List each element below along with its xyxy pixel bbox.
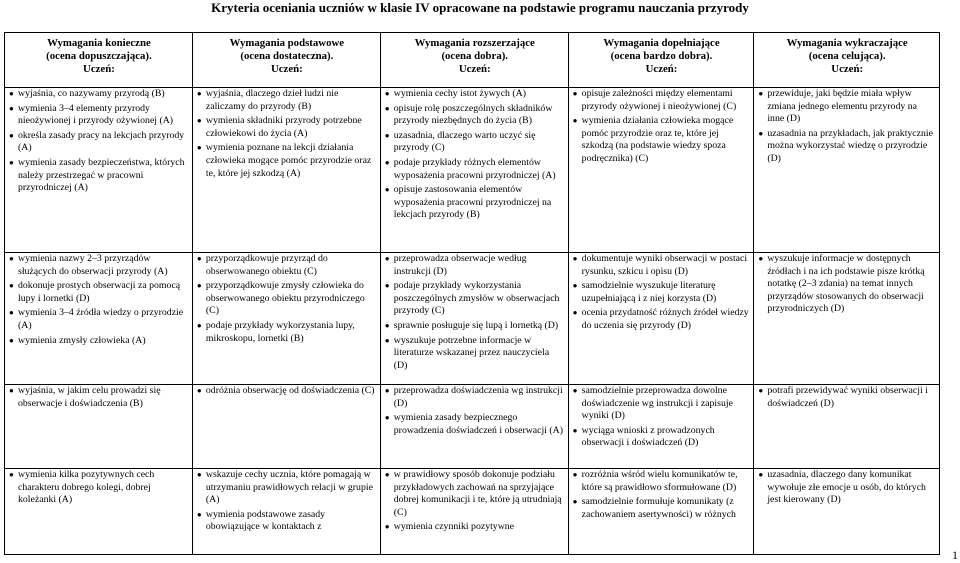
list-item: ● wymienia działania człowieka mogące pomóc przyrodzie oraz te, które jej szkodzą (na podstawie wiedzy spoza podręcznika) (C) (573, 115, 751, 165)
list-item: ● samodzielnie wyszukuje literaturę uzupełniającą i z niej korzysta (D) (573, 280, 751, 305)
criteria-list (758, 253, 936, 316)
criteria-cell (754, 385, 940, 469)
list-item: ● potrafi przewidywać wyniki obserwacji i doświadczeń (D) (758, 385, 936, 410)
criteria-cell (380, 469, 568, 555)
criteria-cell (192, 385, 380, 469)
list-item: ● wyszukuje potrzebne informacje w literaturze wskazanej przez nauczyciela (D) (385, 335, 565, 373)
page-number: 1 (952, 548, 958, 562)
list-item: ● przeprowadza obserwacje według instrukcji (D) (385, 253, 565, 278)
list-item: ● w prawidłowy sposób dokonuje podziału przykładowych zachowań na sprzyjające dobrej komunikacji i te, które ją utrudniają (C) (385, 469, 565, 519)
header-grade: (ocena dopuszczająca). (46, 49, 152, 62)
header-grade: (ocena dobra). (441, 49, 509, 62)
list-item: ● opisuje zastosowania elementów wyposażenia pracowni przyrodniczej na lekcjach przyrody (B) (385, 184, 565, 222)
list-item: ● opisuje rolę poszczególnych składników przyrody niezbędnych do życia (B) (385, 103, 565, 128)
list-item: ● podaje przykłady wykorzystania poszczególnych zmysłów w obserwacjach przyrody (C) (385, 280, 565, 318)
list-item: ● wskazuje cechy ucznia, które pomagają w utrzymaniu prawidłowych relacji w grupie (A) (197, 469, 377, 507)
criteria-list (385, 253, 565, 372)
criteria-list (385, 88, 565, 222)
criteria-list (9, 88, 189, 195)
criteria-list (758, 469, 936, 507)
criteria-cell (380, 385, 568, 469)
criteria-cell (192, 88, 380, 253)
list-item: ● wymienia zasady bezpiecznego prowadzenia doświadczeń i obserwacji (A) (385, 412, 565, 437)
header-grade: (ocena celująca). (808, 49, 886, 62)
column-header (192, 33, 380, 88)
criteria-cell (568, 469, 754, 555)
criteria-list (385, 469, 565, 534)
header-row (5, 33, 940, 88)
column-header (380, 33, 568, 88)
list-item: ● wymienia 3–4 źródła wiedzy o przyrodzie (A) (9, 307, 189, 332)
column-header (568, 33, 754, 88)
criteria-list (197, 469, 377, 534)
criteria-cell (5, 88, 193, 253)
list-item: ● uzasadnia na przykładach, jak praktycznie można wykorzystać wiedzę o przyrodzie (D) (758, 128, 936, 166)
list-item: ● wyjaśnia, w jakim celu prowadzi się obserwacje i doświadczenia (B) (9, 385, 189, 410)
list-item: ● dokumentuje wyniki obserwacji w postaci rysunku, szkicu i opisu (D) (573, 253, 751, 278)
list-item: ● odróżnia obserwację od doświadczenia (C) (197, 385, 377, 398)
list-item: ● wymienia kilka pozytywnych cech charakteru dobrego kolegi, dobrej koleżanki (A) (9, 469, 189, 507)
criteria-cell (754, 469, 940, 555)
criteria-list (573, 88, 751, 166)
header-student: Uczeń: (458, 62, 491, 75)
list-item: ● opisuje zależności między elementami przyrody ożywionej i nieożywionej (C) (573, 88, 751, 113)
header-grade: (ocena dostateczna). (240, 49, 334, 62)
criteria-list (573, 253, 751, 333)
list-item: ● rozróżnia wśród wielu komunikatów te, które są prawidłowo sformułowane (D) (573, 469, 751, 494)
list-item: ● wymienia nazwy 2–3 przyrządów służących do obserwacji przyrody (A) (9, 253, 189, 278)
criteria-list (9, 469, 189, 507)
list-item: ● przeprowadza doświadczenia wg instrukcji (D) (385, 385, 565, 410)
criteria-list (758, 88, 936, 166)
list-item: ● wymienia podstawowe zasady obowiązujące w kontaktach z (197, 509, 377, 534)
list-item: ● wymienia cechy istot żywych (A) (385, 88, 565, 101)
criteria-list (9, 253, 189, 347)
criteria-cell (192, 469, 380, 555)
header-title: Wymagania konieczne (47, 37, 151, 49)
header-student: Uczeń: (270, 62, 303, 75)
list-item: ● wymienia zasady bezpieczeństwa, których należy przestrzegać w pracowni przyrodniczej (A) (9, 157, 189, 195)
criteria-table (4, 32, 940, 555)
criteria-cell (5, 469, 193, 555)
list-item: ● określa zasady pracy na lekcjach przyrody (A) (9, 130, 189, 155)
list-item: ● przyporządkowuje przyrząd do obserwowanego obiektu (C) (197, 253, 377, 278)
list-item: ● ocenia przydatność różnych źródeł wiedzy do uczenia się przyrody (D) (573, 307, 751, 332)
list-item: ● wyjaśnia, dlaczego dzieł ludzi nie zaliczamy do przyrody (B) (197, 88, 377, 113)
criteria-cell (754, 88, 940, 253)
criteria-list (758, 385, 936, 410)
header-title: Wymagania rozszerzające (414, 37, 535, 49)
criteria-list (573, 469, 751, 521)
criteria-cell (192, 253, 380, 385)
criteria-cell (380, 253, 568, 385)
column-header (5, 33, 193, 88)
criteria-list (197, 385, 377, 398)
criteria-cell (568, 88, 754, 253)
table-row (5, 88, 940, 253)
table-row (5, 253, 940, 385)
header-student: Uczeń: (645, 62, 678, 75)
list-item: ● samodzielnie przeprowadza dowolne doświadczenie wg instrukcji i zapisuje wyniki (D) (573, 385, 751, 423)
criteria-cell (568, 385, 754, 469)
header-title: Wymagania podstawowe (229, 37, 345, 49)
criteria-cell (5, 253, 193, 385)
header-title: Wymagania wykraczające (786, 37, 908, 49)
document-title: Kryteria oceniania uczniów w klasie IV opracowane na podstawie programu nauczania przyrody (211, 0, 749, 15)
table-row (5, 385, 940, 469)
list-item: ● wyciąga wnioski z prowadzonych obserwacji i doświadczeń (D) (573, 425, 751, 450)
header-grade: (ocena bardzo dobra). (610, 49, 713, 62)
criteria-cell (380, 88, 568, 253)
list-item: ● dokonuje prostych obserwacji za pomocą lupy i lornetki (D) (9, 280, 189, 305)
list-item: ● sprawnie posługuje się lupą i lornetką (D) (385, 320, 565, 333)
header-student: Uczeń: (831, 62, 864, 75)
list-item: ● uzasadnia, dlaczego dany komunikat wywołuje złe emocje u osób, do których jest kierowany (D) (758, 469, 936, 507)
criteria-cell (754, 253, 940, 385)
list-item: ● wymienia zmysły człowieka (A) (9, 335, 189, 348)
list-item: ● uzasadnia, dlaczego warto uczyć się przyrody (C) (385, 130, 565, 155)
column-header (754, 33, 940, 88)
list-item: ● wymienia poznane na lekcji działania człowieka mogące pomóc przyrodzie oraz te, które jej szkodzą (A) (197, 142, 377, 180)
list-item: ● wymienia składniki przyrody potrzebne człowiekowi do życia (A) (197, 115, 377, 140)
criteria-list (9, 385, 189, 410)
table-row (5, 469, 940, 555)
criteria-cell (568, 253, 754, 385)
list-item: ● przyporządkowuje zmysły człowieka do obserwowanego obiektu przyrodniczego (C) (197, 280, 377, 318)
list-item: ● wyjaśnia, co nazywamy przyrodą (B) (9, 88, 189, 101)
list-item: ● podaje przykłady wykorzystania lupy, mikroskopu, lornetki (B) (197, 320, 377, 345)
list-item: ● wymienia czynniki pozytywne (385, 521, 565, 534)
list-item: ● podaje przykłady różnych elementów wyposażenia pracowni przyrodniczej (A) (385, 157, 565, 182)
list-item: ● samodzielnie formułuje komunikaty (z zachowaniem asertywności) w różnych (573, 496, 751, 521)
criteria-list (573, 385, 751, 450)
list-item: ● wyszukuje informacje w dostępnych źródłach i na ich podstawie pisze krótką notatkę (2–3 zdania) na temat innych przyrządów stosowanych do obserwacji przyrodniczych (D) (758, 253, 936, 316)
criteria-list (197, 253, 377, 345)
list-item: ● przewiduje, jaki będzie miała wpływ zmiana jednego elementu przyrody na inne (D) (758, 88, 936, 126)
header-title: Wymagania dopełniające (603, 37, 720, 49)
header-student: Uczeń: (83, 62, 115, 75)
criteria-list (385, 385, 565, 437)
criteria-cell (5, 385, 193, 469)
criteria-list (197, 88, 377, 180)
list-item: ● wymienia 3–4 elementy przyrody nieożywionej i przyrody ożywionej (A) (9, 103, 189, 128)
